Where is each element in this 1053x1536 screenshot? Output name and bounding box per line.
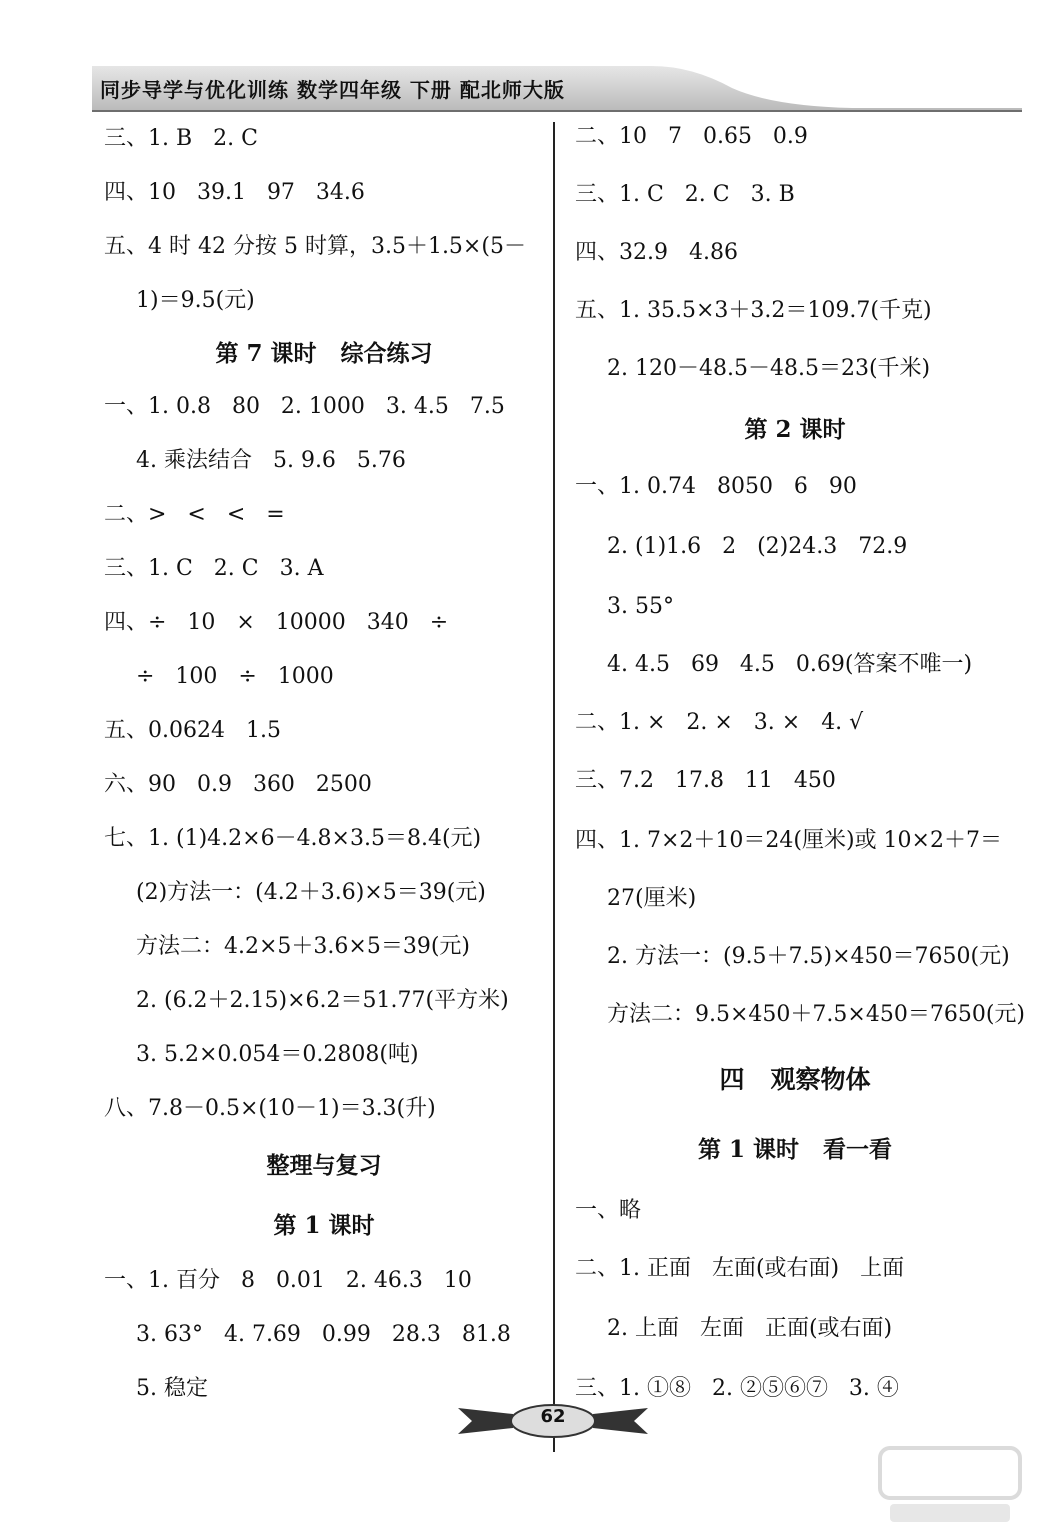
- answer-line: 四、1. 7×2＋10＝24(厘米)或 10×2＋7＝: [575, 828, 1002, 853]
- answer-line: 3. 55°: [607, 594, 674, 619]
- answer-line: 五、4 时 42 分按 5 时算，3.5＋1.5×(5－: [104, 234, 526, 259]
- answer-line: 五、0.0624 1.5: [104, 718, 281, 743]
- answer-line: 一、1. 0.8 80 2. 1000 3. 4.5 7.5: [104, 394, 505, 419]
- answer-line: 三、1. C 2. C 3. B: [575, 182, 795, 207]
- answer-line: 八、7.8－0.5×(10－1)＝3.3(升): [104, 1096, 436, 1121]
- answer-line: 5. 稳定: [136, 1376, 208, 1401]
- answer-line: 一、略: [575, 1198, 642, 1223]
- answer-line: 4. 4.5 69 4.5 0.69(答案不唯一): [607, 652, 973, 677]
- answer-line: 四、10 39.1 97 34.6: [104, 180, 365, 205]
- page-number: 62: [540, 1406, 566, 1427]
- answer-line: ÷ 100 ÷ 1000: [136, 664, 334, 689]
- answer-line: 二、10 7 0.65 0.9: [575, 124, 808, 149]
- answer-line: 三、7.2 17.8 11 450: [575, 768, 836, 793]
- section-heading: 第 2 课时: [744, 416, 846, 443]
- answer-line: 七、1. (1)4.2×6－4.8×3.5＝8.4(元): [104, 826, 482, 851]
- answer-line: 三、1. B 2. C: [104, 126, 258, 151]
- page-number-ribbon: [458, 1400, 648, 1440]
- answer-line: 方法二：9.5×450＋7.5×450＝7650(元): [607, 1002, 1025, 1027]
- section-heading: 整理与复习: [266, 1152, 382, 1179]
- section-heading: 第 1 课时 看一看: [697, 1136, 893, 1163]
- page-header: [92, 66, 1022, 112]
- answer-line: 2. 上面 左面 正面(或右面): [607, 1316, 893, 1341]
- header-title: 同步导学与优化训练 数学四年级 下册 配北师大版: [100, 78, 565, 102]
- answer-line: 二、1. × 2. × 3. × 4. √: [575, 710, 864, 735]
- answer-line: 三、1. C 2. C 3. A: [104, 556, 324, 581]
- answer-line: 一、1. 0.74 8050 6 90: [575, 474, 857, 499]
- answer-line: 2. (1)1.6 2 (2)24.3 72.9: [607, 534, 908, 559]
- answer-line: 一、1. 百分 8 0.01 2. 46.3 10: [104, 1268, 472, 1293]
- answer-line: 3. 5.2×0.054＝0.2808(吨): [136, 1042, 419, 1067]
- answer-line: (2)方法一：(4.2＋3.6)×5＝39(元): [136, 880, 486, 905]
- answer-line: 三、1. ①⑧ 2. ②⑤⑥⑦ 3. ④: [575, 1376, 899, 1401]
- answer-line: 四、÷ 10 × 10000 340 ÷: [104, 610, 449, 635]
- answer-line: 3. 63° 4. 7.69 0.99 28.3 81.8: [136, 1322, 511, 1347]
- answer-line: 六、90 0.9 360 2500: [104, 772, 372, 797]
- answer-line: 二、> < < =: [104, 502, 285, 527]
- answer-line: 2. 120－48.5－48.5＝23(千米): [607, 356, 931, 381]
- answer-line: 二、1. 正面 左面(或右面) 上面: [575, 1256, 905, 1281]
- answer-line: 方法二：4.2×5＋3.6×5＝39(元): [136, 934, 470, 959]
- answer-line: 1)＝9.5(元): [136, 288, 255, 313]
- answer-line: 四、32.9 4.86: [575, 240, 738, 265]
- answer-line: 2. (6.2＋2.15)×6.2＝51.77(平方米): [136, 988, 509, 1013]
- section-heading: 第 7 课时 综合练习: [215, 340, 433, 367]
- answer-line: 2. 方法一：(9.5＋7.5)×450＝7650(元): [607, 944, 1010, 969]
- section-heading: 四 观察物体: [719, 1065, 871, 1094]
- answer-line: 27(厘米): [607, 886, 697, 911]
- answer-line: 五、1. 35.5×3＋3.2＝109.7(千克): [575, 298, 932, 323]
- watermark-logo-icon: [870, 1440, 1030, 1530]
- answer-line: 4. 乘法结合 5. 9.6 5.76: [136, 448, 406, 473]
- section-heading: 第 1 课时: [273, 1212, 375, 1239]
- column-divider: [553, 122, 555, 1452]
